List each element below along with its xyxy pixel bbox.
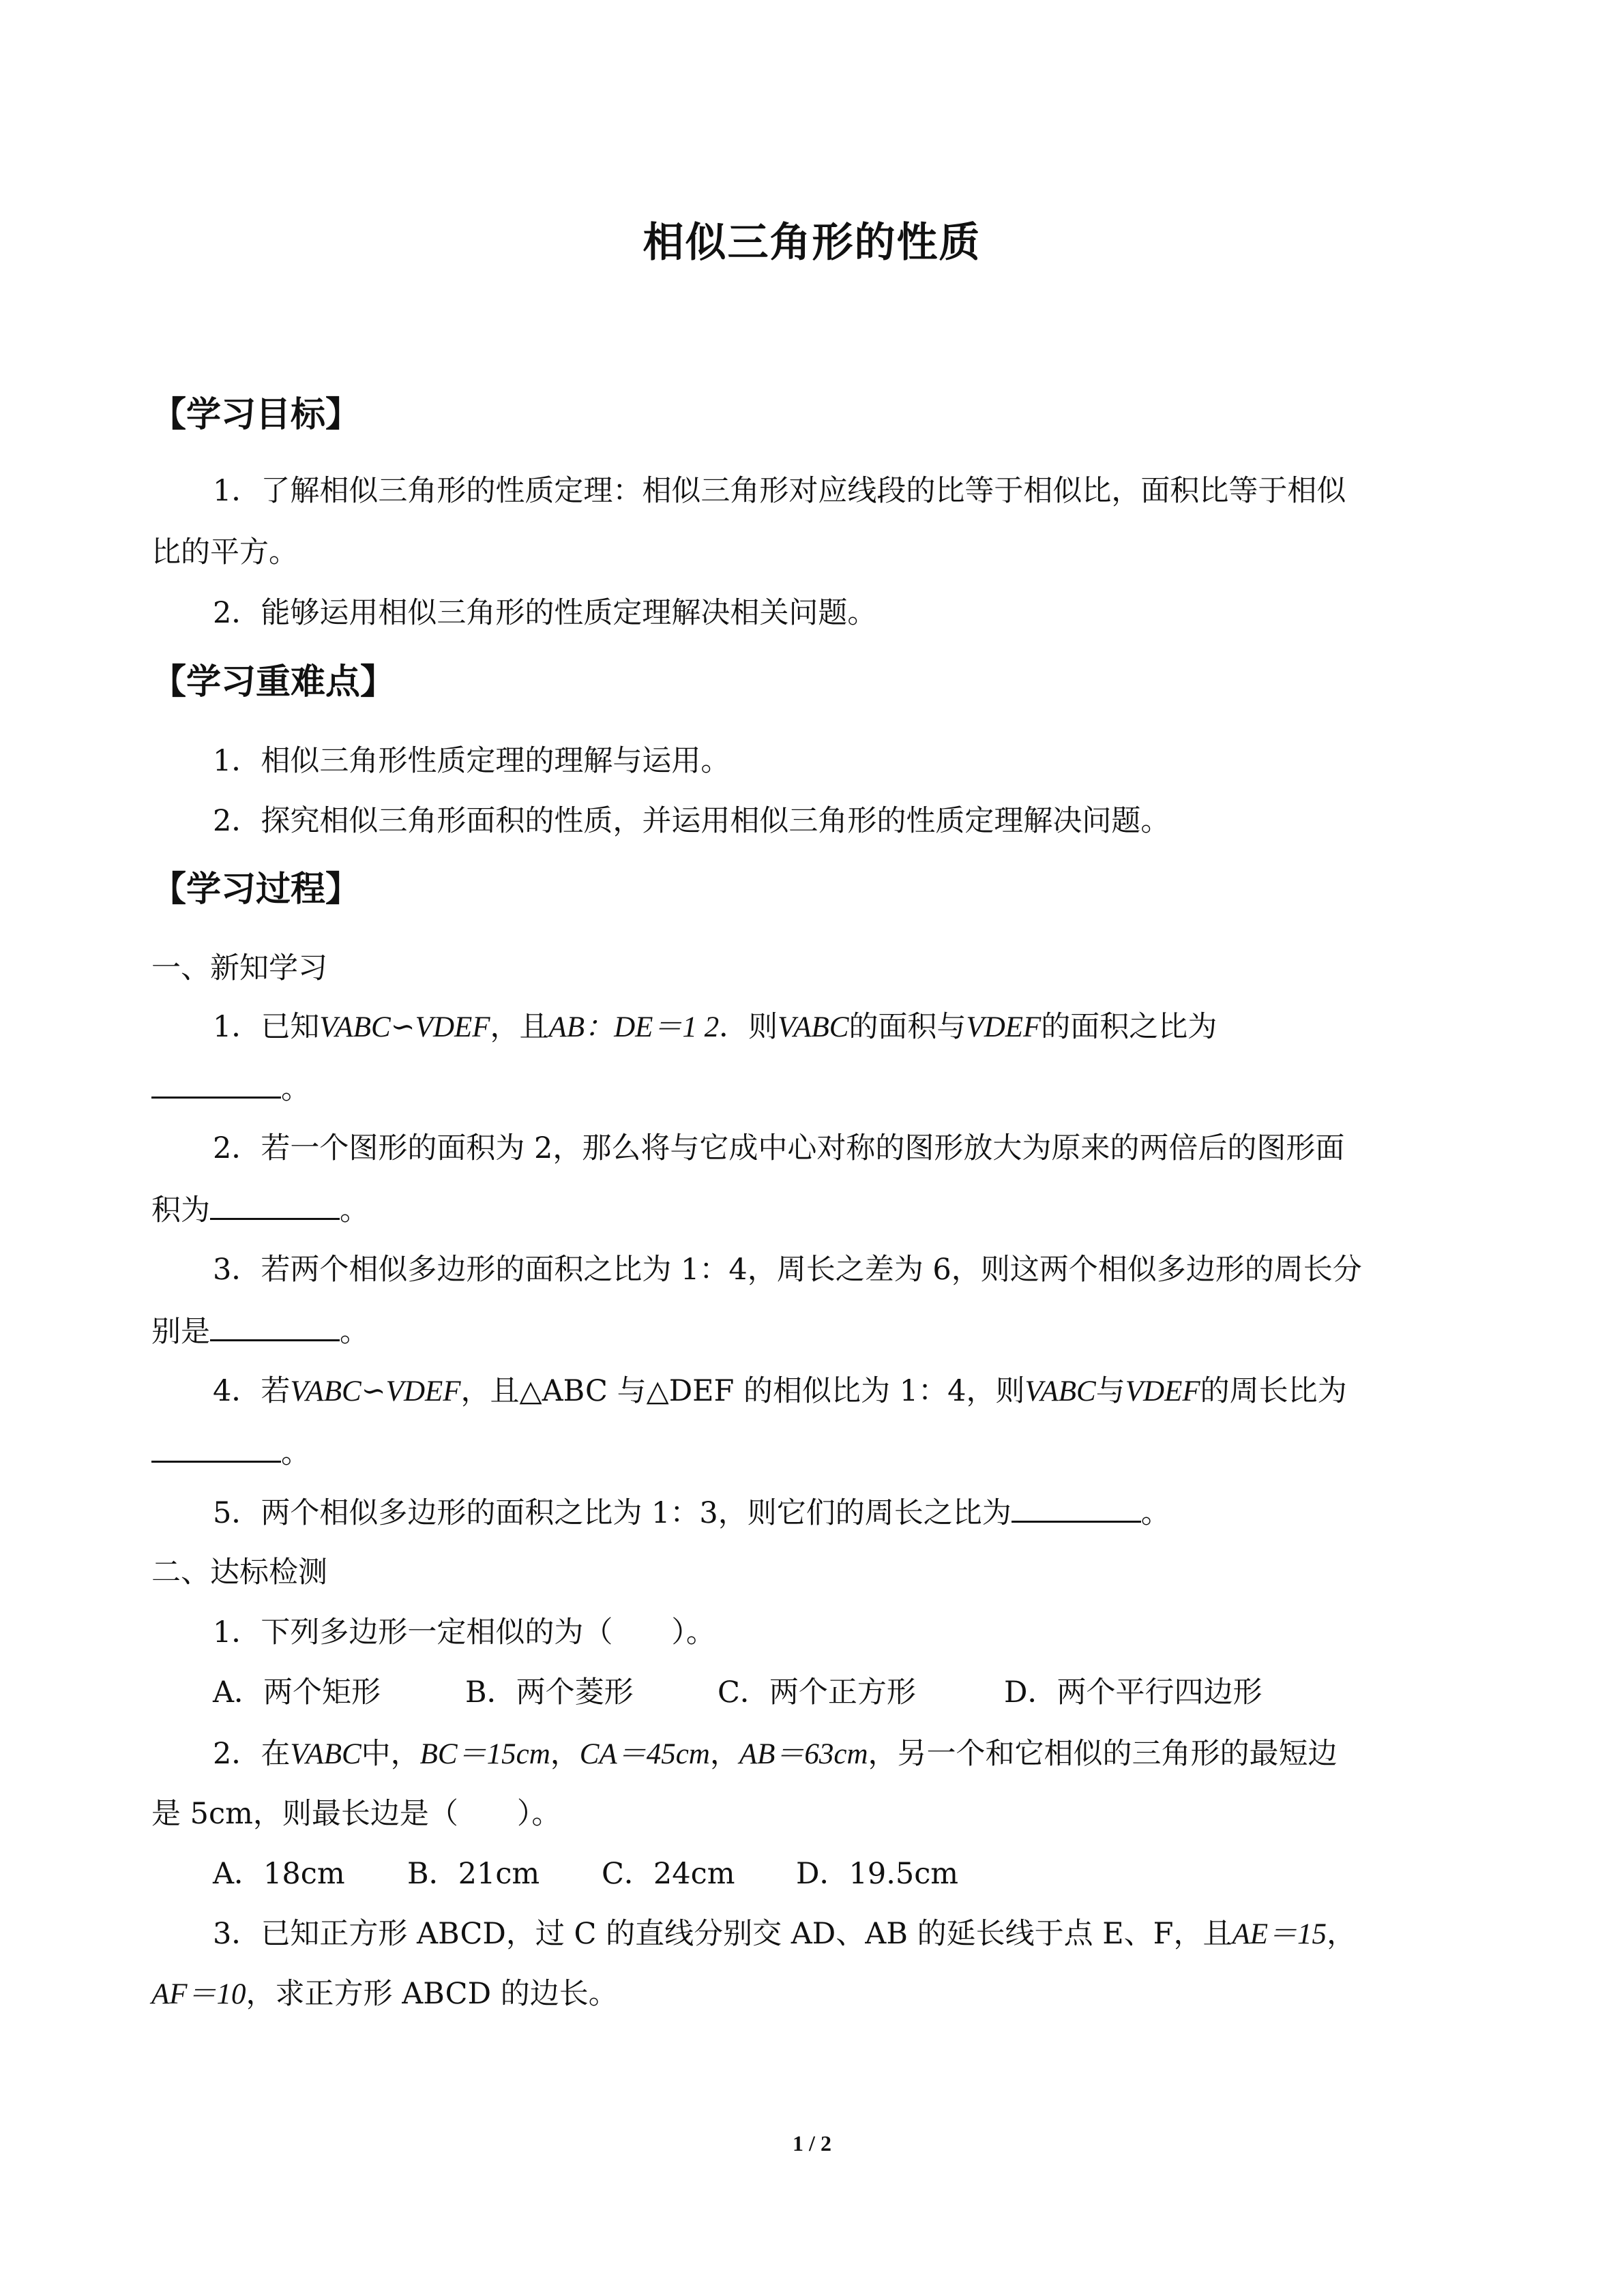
question-4: 4．若VABC∽VDEF，且△ABC 与△DEF 的相似比为 1：4，则VABC与VDEF的周长比为 [213,1374,1347,1408]
test-1: 1．下列多边形一定相似的为（ ）。 [213,1615,715,1650]
answer-blank[interactable] [210,1191,340,1220]
page-title: 相似三角形的性质 [643,219,981,267]
question-5: 5．两个相似多边形的面积之比为 1：3，则它们的周长之比为 。 [213,1493,1170,1532]
difficulty-item-1: 1．相似三角形性质定理的理解与运用。 [213,744,730,778]
test-2: 2．在VABC中，BC＝15cm，CA＝45cm，AB＝63cm，另一个和它相似的三角形的最短边 [213,1737,1338,1771]
question-4-answer: 。 [151,1433,310,1472]
question-3: 3．若两个相似多边形的面积之比为 1：4，周长之差为 6，则这两个相似多边形的周长分 [213,1253,1362,1287]
test-3-cont: AF＝10，求正方形 ABCD 的边长。 [151,1977,618,2011]
answer-blank[interactable] [210,1312,340,1341]
test-1-options [213,1673,1262,1712]
page-number: 1 / 2 [793,2131,831,2156]
goal-item-2: 2．能够运用相似三角形的性质定理解决相关问题。 [213,596,877,630]
heading-process: 【学习过程】 [151,869,361,910]
test-3: 3．已知正方形 ABCD，过 C 的直线分别交 AD、AB 的延长线于点 E、F，且AE＝15， [213,1917,1357,1951]
option-d[interactable]: D．两个平行四边形 [1004,1675,1263,1710]
option-a[interactable]: A．两个矩形 [213,1675,381,1710]
part2-title: 二、达标检测 [151,1555,327,1590]
option-b[interactable]: B．两个菱形 [465,1675,634,1710]
question-3-cont: 别是 。 [151,1312,369,1351]
math-ratio: AB：DE＝1 2 [548,1011,720,1043]
test-2-cont: 是 5cm，则最长边是（ ）。 [151,1797,561,1831]
question-1: 1．已知VABC∽VDEF，且AB：DE＝1 2．则VABC的面积与VDEF的面积之比为 [213,1010,1217,1044]
answer-blank[interactable] [1012,1493,1141,1523]
difficulty-item-2: 2．探究相似三角形面积的性质，并运用相似三角形的性质定理解决问题。 [213,804,1170,838]
option-d[interactable]: D．19.5cm [796,1857,959,1891]
goal-item-1-cont: 比的平方。 [151,535,298,569]
goal-item-1: 1．了解相似三角形的性质定理：相似三角形对应线段的比等于相似比，面积比等于相似 [213,474,1346,508]
part1-title: 一、新知学习 [151,951,327,985]
option-c[interactable]: C．两个正方形 [718,1675,916,1710]
question-2: 2．若一个图形的面积为 2，那么将与它成中心对称的图形放大为原来的两倍后的图形面 [213,1131,1345,1165]
answer-blank[interactable] [151,1433,281,1463]
question-1-answer: 。 [151,1069,310,1108]
question-2-cont: 积为 。 [151,1191,369,1229]
answer-blank[interactable] [151,1069,281,1099]
option-a[interactable]: A．18cm [213,1857,345,1891]
math-triangle-similarity: VABC∽VDEF [319,1011,490,1043]
option-c[interactable]: C．24cm [602,1857,735,1891]
heading-difficulties: 【学习重难点】 [151,662,396,702]
test-2-options [213,1855,958,1893]
option-b[interactable]: B．21cm [407,1857,540,1891]
heading-goals: 【学习目标】 [151,395,361,435]
